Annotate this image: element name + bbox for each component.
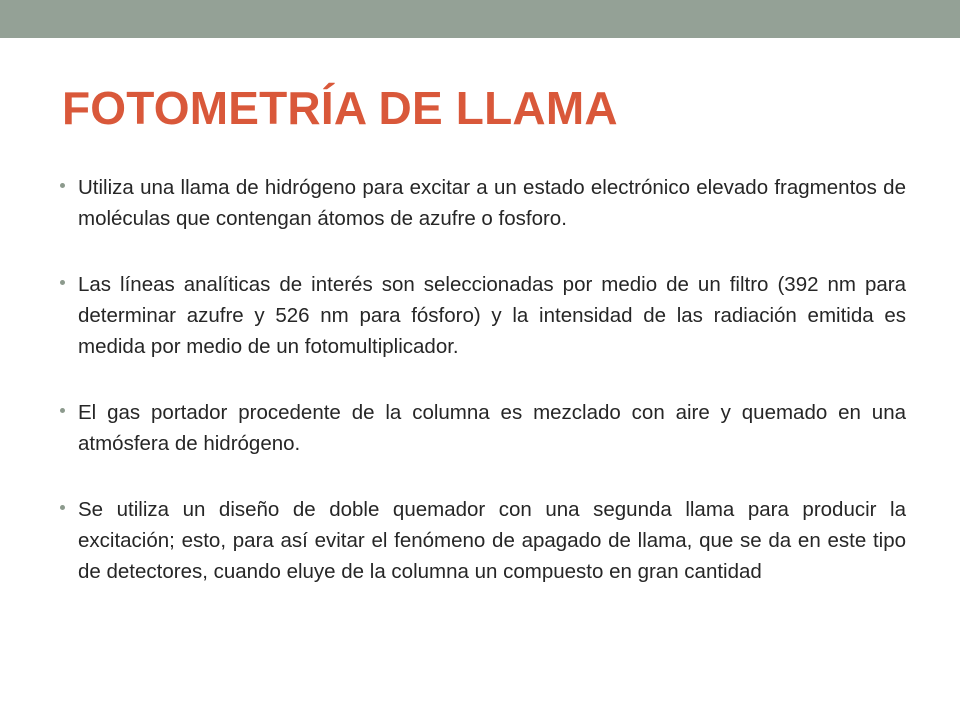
bullet-item-2 (58, 269, 906, 362)
bullet-text: Utiliza una llama de hidrógeno para excitar a un estado electrónico elevado fragmentos de moléculas que contengan átomos de azufre o fosforo. (78, 176, 906, 230)
slide-title: FOTOMETRÍA DE LLAMA (62, 82, 618, 134)
bullet-item-3 (58, 397, 906, 459)
bullet-dot-icon (60, 505, 65, 510)
bullet-dot-icon (60, 183, 65, 188)
bullet-list (58, 172, 906, 622)
bullet-item-4 (58, 494, 906, 587)
bullet-item-1 (58, 172, 906, 234)
bullet-text: El gas portador procedente de la columna es mezclado con aire y quemado en una atmósfera de hidrógeno. (78, 401, 906, 455)
bullet-text: Se utiliza un diseño de doble quemador con una segunda llama para producir la excitación; esto, para así evitar el fenómeno de apagado de llama, que se da en este tipo de detectores, cuando eluye de la columna un compuesto en gran cantidad (78, 498, 906, 583)
bullet-dot-icon (60, 408, 65, 413)
bullet-text: Las líneas analíticas de interés son seleccionadas por medio de un filtro (392 nm para determinar azufre y 526 nm para fósforo) y la intensidad de las radiación emitida es medida por medio de un fotomultiplicador. (78, 273, 906, 358)
bullet-dot-icon (60, 280, 65, 285)
top-accent-bar (0, 0, 960, 38)
